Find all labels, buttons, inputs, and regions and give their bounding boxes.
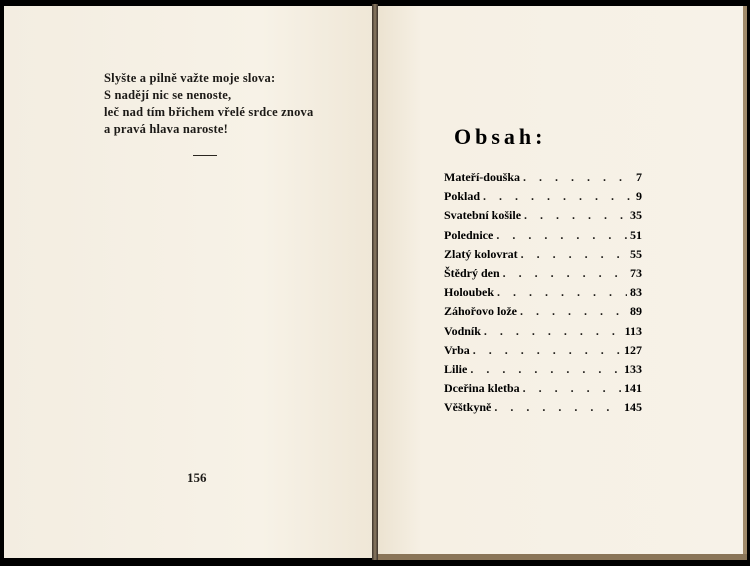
toc-entry-title: Lilie	[444, 361, 468, 376]
toc-entry-title: Holoubek	[444, 285, 495, 300]
toc-entry-title: Věštkyně	[444, 400, 492, 415]
dot-leader	[494, 400, 621, 415]
toc-entry	[444, 400, 642, 419]
dot-leader	[521, 247, 627, 262]
toc-entry-page: 113	[624, 323, 642, 338]
closing-verse	[104, 70, 344, 138]
dot-leader	[520, 304, 627, 319]
dot-leader	[523, 170, 633, 185]
toc-entry	[444, 381, 642, 400]
toc-entry	[444, 228, 642, 247]
toc-entry-page: 9	[636, 189, 642, 204]
dot-leader	[497, 285, 627, 300]
toc-entry-page: 83	[630, 285, 642, 300]
toc-entry-title: Vodník	[444, 323, 481, 338]
toc-entry-title: Štědrý den	[444, 265, 500, 280]
table-of-contents	[444, 170, 642, 419]
toc-entry	[444, 343, 642, 362]
toc-entry	[444, 170, 642, 189]
toc-entry-page: 141	[624, 381, 642, 396]
toc-entry-page: 73	[630, 265, 642, 280]
dot-leader	[484, 324, 622, 339]
toc-entry-page: 127	[624, 342, 642, 357]
contents-heading: Obsah:	[454, 124, 547, 149]
toc-entry-page: 133	[624, 361, 642, 376]
page-edge	[743, 6, 747, 558]
toc-entry-title: Vrba	[444, 342, 470, 357]
dot-leader	[473, 343, 621, 358]
dot-leader	[483, 189, 633, 204]
toc-entry-title: Záhořovo lože	[444, 304, 517, 319]
toc-entry-title: Poklad	[444, 189, 481, 204]
toc-entry	[444, 285, 642, 304]
dot-leader	[496, 228, 627, 243]
toc-entry	[444, 304, 642, 323]
left-page	[4, 6, 372, 558]
toc-entry-title: Svatební košile	[444, 208, 522, 223]
end-rule	[193, 155, 217, 156]
toc-entry-page: 55	[630, 246, 642, 261]
verse-line: leč nad tím břichem vřelé srdce znova	[104, 105, 314, 119]
toc-entry-page: 89	[630, 304, 642, 319]
toc-entry-page: 35	[630, 208, 642, 223]
toc-entry-title: Polednice	[444, 227, 494, 242]
dot-leader	[524, 208, 627, 223]
toc-entry	[444, 189, 642, 208]
page-edge	[378, 554, 747, 560]
page-number: 156	[187, 470, 207, 485]
toc-entry	[444, 266, 642, 285]
toc-entry	[444, 324, 642, 343]
dot-leader	[523, 381, 621, 396]
dot-leader	[503, 266, 627, 281]
toc-entry-page: 51	[630, 227, 642, 242]
toc-entry-page: 145	[624, 400, 642, 415]
toc-entry-page: 7	[636, 170, 642, 184]
verse-line: S nadějí nic se nenoste,	[104, 88, 232, 102]
toc-entry	[444, 247, 642, 266]
toc-entry-title: Dceřina kletba	[444, 381, 520, 396]
toc-entry-title: Zlatý kolovrat	[444, 246, 518, 261]
toc-entry	[444, 208, 642, 227]
dot-leader	[470, 362, 621, 377]
toc-entry-title: Mateří-douška	[444, 170, 520, 184]
verse-line: a pravá hlava naroste!	[104, 122, 228, 136]
toc-entry	[444, 362, 642, 381]
verse-line: Slyšte a pilně važte moje slova:	[104, 71, 276, 85]
